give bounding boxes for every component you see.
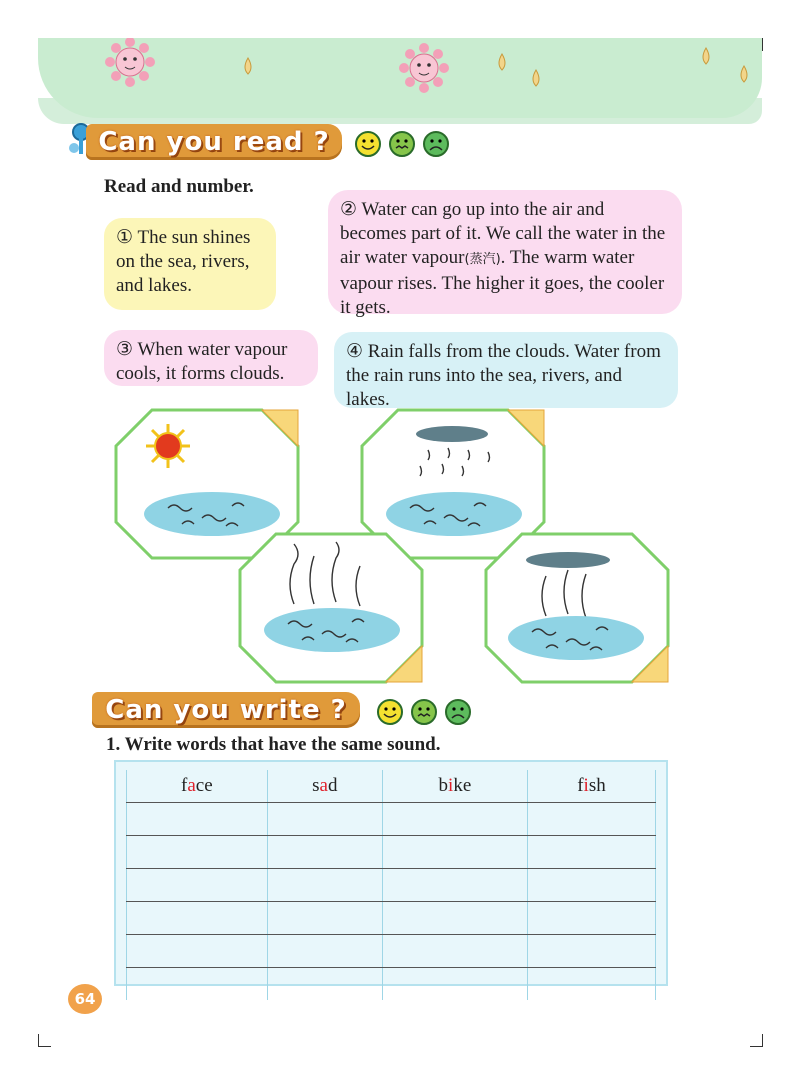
blank-cell[interactable] bbox=[127, 902, 268, 935]
smiley-face-icon bbox=[376, 698, 404, 726]
column-fish: fish bbox=[527, 770, 655, 803]
blank-cell[interactable] bbox=[127, 869, 268, 902]
sad-face-icon bbox=[422, 130, 450, 158]
passage-3 bbox=[104, 330, 318, 386]
passage-3-number: ③ bbox=[116, 339, 134, 360]
blank-cell[interactable] bbox=[527, 902, 655, 935]
passage-3-text: When water vapour cools, it forms clouds. bbox=[116, 339, 288, 384]
blank-cell[interactable] bbox=[527, 869, 655, 902]
smiley-face-icon bbox=[354, 130, 382, 158]
sun-face-icon bbox=[105, 38, 155, 87]
passage-1-number: ① bbox=[116, 227, 134, 248]
blank-cell[interactable] bbox=[382, 836, 527, 869]
write-row bbox=[127, 803, 656, 836]
write-rating-faces bbox=[376, 698, 472, 726]
picture-sun-shining bbox=[116, 410, 298, 558]
read-rating-faces bbox=[354, 130, 450, 158]
sun-face-icon bbox=[399, 43, 449, 93]
passage-2-text-before: Water can go up into the air and becomes part of it. We call the water in the air water vapour bbox=[340, 199, 666, 268]
write-row bbox=[127, 869, 656, 902]
passage-2-gloss: (蒸汽) bbox=[464, 252, 501, 267]
passage-1-text: The sun shines on the sea, rivers, and lakes. bbox=[116, 227, 251, 296]
neutral-face-icon bbox=[410, 698, 438, 726]
read-section-title: Can you read ? bbox=[98, 127, 330, 157]
word-table bbox=[126, 770, 656, 1000]
read-section-banner bbox=[86, 124, 342, 160]
blank-cell[interactable] bbox=[527, 968, 655, 1001]
sun-icon bbox=[146, 424, 190, 468]
passage-4-text: Rain falls from the clouds. Water from the rain runs into the sea, rivers, and lakes. bbox=[346, 341, 661, 410]
write-row bbox=[127, 836, 656, 869]
blank-cell[interactable] bbox=[127, 968, 268, 1001]
blank-cell[interactable] bbox=[267, 803, 382, 836]
blank-cell[interactable] bbox=[382, 935, 527, 968]
write-exercise-heading: 1. Write words that have the same sound. bbox=[106, 734, 441, 755]
column-bike: bike bbox=[382, 770, 527, 803]
blank-cell[interactable] bbox=[267, 836, 382, 869]
blank-cell[interactable] bbox=[127, 935, 268, 968]
write-row bbox=[127, 902, 656, 935]
blank-cell[interactable] bbox=[267, 968, 382, 1001]
blank-cell[interactable] bbox=[382, 902, 527, 935]
passage-1 bbox=[104, 218, 276, 310]
passage-4-number: ④ bbox=[346, 341, 364, 362]
write-section-banner bbox=[92, 692, 360, 728]
table-header-row bbox=[127, 770, 656, 803]
picture-clouds-forming bbox=[486, 534, 668, 682]
blank-cell[interactable] bbox=[127, 836, 268, 869]
picture-vapour-rising bbox=[240, 534, 422, 682]
blank-cell[interactable] bbox=[267, 869, 382, 902]
blank-cell[interactable] bbox=[527, 803, 655, 836]
water-cycle-pictures bbox=[100, 404, 680, 690]
cloud-icon bbox=[526, 552, 610, 568]
crop-mark-bottom-right bbox=[750, 1034, 763, 1047]
blank-cell[interactable] bbox=[382, 869, 527, 902]
blank-cell[interactable] bbox=[127, 803, 268, 836]
blank-cell[interactable] bbox=[267, 902, 382, 935]
page-number: 64 bbox=[68, 984, 102, 1014]
passage-4 bbox=[334, 332, 678, 408]
blank-cell[interactable] bbox=[382, 803, 527, 836]
write-row bbox=[127, 968, 656, 1001]
header-decoration bbox=[38, 38, 762, 128]
read-instruction: Read and number. bbox=[104, 176, 254, 197]
column-face: face bbox=[127, 770, 268, 803]
word-table-panel bbox=[114, 760, 668, 986]
passage-2 bbox=[328, 190, 682, 318]
passage-2-text-after: . The warm water vapour rises. The higher it goes, the cooler it gets. bbox=[340, 247, 665, 318]
sad-face-icon bbox=[444, 698, 472, 726]
column-sad: sad bbox=[267, 770, 382, 803]
blank-cell[interactable] bbox=[382, 968, 527, 1001]
raindrop-icons bbox=[245, 48, 747, 86]
rain-cloud-icon bbox=[416, 426, 488, 442]
crop-mark-bottom-left bbox=[38, 1034, 51, 1047]
write-section-title: Can you write ? bbox=[105, 695, 347, 725]
blank-cell[interactable] bbox=[267, 935, 382, 968]
passage-2-number: ② bbox=[340, 199, 358, 220]
blank-cell[interactable] bbox=[527, 836, 655, 869]
neutral-face-icon bbox=[388, 130, 416, 158]
blank-cell[interactable] bbox=[527, 935, 655, 968]
write-row bbox=[127, 935, 656, 968]
